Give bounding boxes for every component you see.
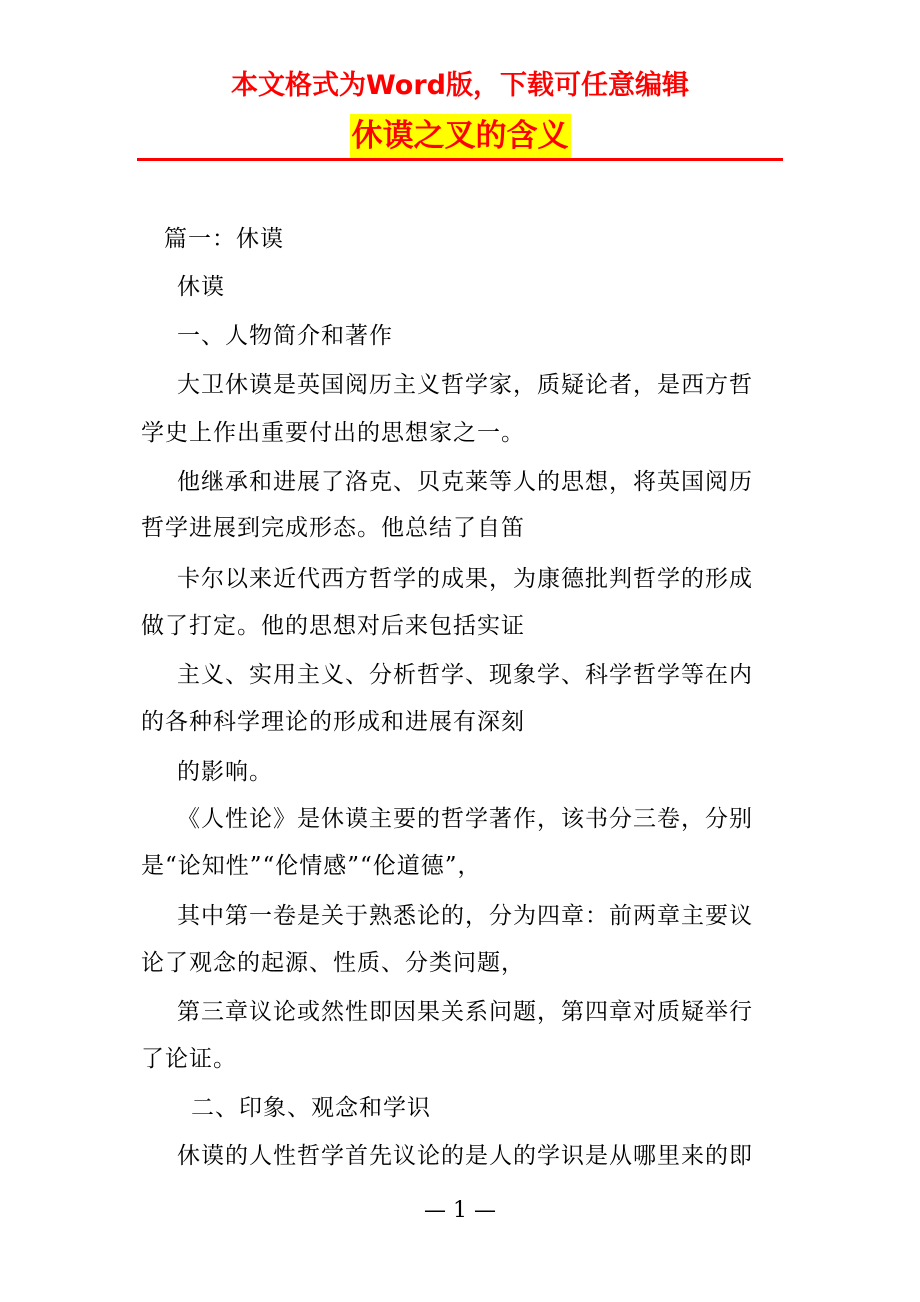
header-divider <box>137 158 783 161</box>
section-heading: 篇一：休谟 <box>164 226 284 252</box>
paragraph-line: 他继承和进展了洛克、贝克莱等人的思想，将英国阅历 <box>177 469 753 495</box>
paragraph-line: 做了打定。他的思想对后来包括实证 <box>141 613 525 639</box>
paragraph-line: 论了观念的起源、性质、分类问题， <box>141 950 525 976</box>
subheading: 休谟 <box>177 274 225 300</box>
paragraph-line: 的影响。 <box>177 759 273 785</box>
paragraph-line: 主义、实用主义、分析哲学、现象学、科学哲学等在内 <box>177 662 753 688</box>
paragraph-line: 大卫休谟是英国阅历主义哲学家，质疑论者，是西方哲 <box>177 372 753 398</box>
paragraph-line: 了论证。 <box>141 1046 237 1072</box>
paragraph-line: 第三章议论或然性即因果关系问题，第四章对质疑举行 <box>177 999 753 1025</box>
format-banner: 本文格式为Word版，下载可任意编辑 <box>230 70 689 101</box>
paragraph-line: 其中第一卷是关于熟悉论的，分为四章：前两章主要议 <box>177 903 753 929</box>
paragraph-line: 学史上作出重要付出的思想家之一。 <box>141 420 525 446</box>
subheading: 二、印象、观念和学识 <box>191 1095 431 1121</box>
paragraph-line: 《人性论》是休谟主要的哲学著作，该书分三卷，分别 <box>177 806 753 832</box>
paragraph-line: 哲学进展到完成形态。他总结了自笛 <box>141 515 525 541</box>
page-number: — 1 — <box>424 1198 496 1223</box>
subheading: 一、人物简介和著作 <box>177 323 393 349</box>
title-container <box>0 114 920 158</box>
paragraph-line: 卡尔以来近代西方哲学的成果，为康德批判哲学的形成 <box>177 566 753 592</box>
document-title: 休谟之叉的含义 <box>350 114 571 158</box>
paragraph-line: 休谟的人性哲学首先议论的是人的学识是从哪里来的即 <box>177 1143 753 1169</box>
paragraph-line: 是“论知性”“伦情感”“伦道德”， <box>141 853 482 879</box>
paragraph-line: 的各种科学理论的形成和进展有深刻 <box>141 709 525 735</box>
